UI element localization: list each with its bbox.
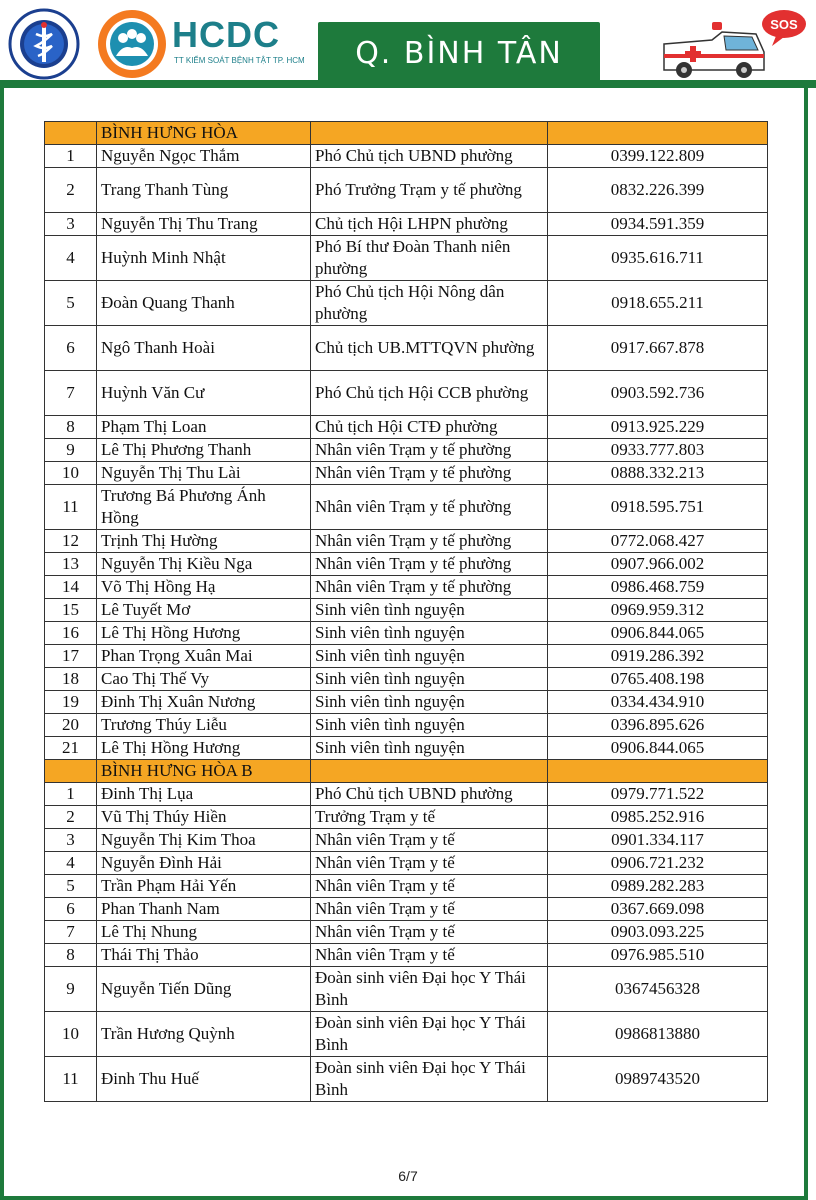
row-number: 3: [45, 213, 97, 236]
row-number: 10: [45, 1012, 97, 1057]
person-name: Lê Thị Phương Thanh: [97, 439, 311, 462]
phone-number: 0906.844.065: [548, 622, 768, 645]
person-role: Nhân viên Trạm y tế: [311, 875, 548, 898]
row-number: 20: [45, 714, 97, 737]
person-role: Trưởng Trạm y tế: [311, 806, 548, 829]
table-row: [45, 852, 768, 875]
person-role: Sinh viên tình nguyện: [311, 714, 548, 737]
row-number: 11: [45, 1057, 97, 1102]
person-name: Trương Bá Phương Ánh Hồng: [97, 485, 311, 530]
person-name: Trang Thanh Tùng: [97, 168, 311, 213]
person-name: Nguyễn Thị Kiều Nga: [97, 553, 311, 576]
phone-number: 0989.282.283: [548, 875, 768, 898]
person-role: Đoàn sinh viên Đại học Y Thái Bình: [311, 967, 548, 1012]
phone-number: 0334.434.910: [548, 691, 768, 714]
person-name: Nguyễn Tiến Dũng: [97, 967, 311, 1012]
ministry-of-health-logo: [8, 8, 80, 80]
table-row: [45, 783, 768, 806]
phone-number: 0367.669.098: [548, 898, 768, 921]
table-row: [45, 714, 768, 737]
person-role: Nhân viên Trạm y tế phường: [311, 439, 548, 462]
person-role: Sinh viên tình nguyện: [311, 599, 548, 622]
person-role: Đoàn sinh viên Đại học Y Thái Bình: [311, 1012, 548, 1057]
person-name: Phan Trọng Xuân Mai: [97, 645, 311, 668]
phone-number: 0985.252.916: [548, 806, 768, 829]
person-name: Lê Tuyết Mơ: [97, 599, 311, 622]
person-role: Sinh viên tình nguyện: [311, 737, 548, 760]
person-role: Phó Chủ tịch Hội CCB phường: [311, 371, 548, 416]
person-name: Nguyễn Ngọc Thắm: [97, 145, 311, 168]
phone-number: 0903.093.225: [548, 921, 768, 944]
row-number: 5: [45, 281, 97, 326]
section-header-row: [45, 122, 768, 145]
phone-number: 0918.595.751: [548, 485, 768, 530]
person-role: Phó Chủ tịch Hội Nông dân phường: [311, 281, 548, 326]
table-row: [45, 485, 768, 530]
section-title: BÌNH HƯNG HÒA B: [97, 760, 311, 783]
table-row: [45, 145, 768, 168]
phone-number: 0772.068.427: [548, 530, 768, 553]
district-title: Q. BÌNH TÂN: [318, 22, 600, 84]
person-name: Trần Hương Quỳnh: [97, 1012, 311, 1057]
ambulance-icon: [652, 6, 812, 82]
table-row: [45, 875, 768, 898]
section-title: BÌNH HƯNG HÒA: [97, 122, 311, 145]
phone-number: 0396.895.626: [548, 714, 768, 737]
person-name: Đinh Thu Huế: [97, 1057, 311, 1102]
person-name: Nguyễn Thị Thu Lài: [97, 462, 311, 485]
person-name: Lê Thị Hồng Hương: [97, 622, 311, 645]
row-number: 2: [45, 806, 97, 829]
person-role: Phó Bí thư Đoàn Thanh niên phường: [311, 236, 548, 281]
person-name: Đinh Thị Lụa: [97, 783, 311, 806]
phone-number: 0933.777.803: [548, 439, 768, 462]
table-row: [45, 553, 768, 576]
person-role: Phó Chủ tịch UBND phường: [311, 783, 548, 806]
contact-table: [44, 121, 768, 1102]
person-name: Nguyễn Đình Hải: [97, 852, 311, 875]
table-row: [45, 898, 768, 921]
person-role: Nhân viên Trạm y tế: [311, 944, 548, 967]
section-header-row: [45, 760, 768, 783]
row-number: 17: [45, 645, 97, 668]
phone-number: 0934.591.359: [548, 213, 768, 236]
phone-number: 0907.966.002: [548, 553, 768, 576]
person-name: Trần Phạm Hải Yến: [97, 875, 311, 898]
phone-number: 0913.925.229: [548, 416, 768, 439]
person-name: Lê Thị Nhung: [97, 921, 311, 944]
table-row: [45, 1057, 768, 1102]
table-row: [45, 1012, 768, 1057]
person-name: Ngô Thanh Hoài: [97, 326, 311, 371]
table-row: [45, 416, 768, 439]
table-row: [45, 439, 768, 462]
row-number: 8: [45, 416, 97, 439]
person-role: Nhân viên Trạm y tế: [311, 829, 548, 852]
table-row: [45, 168, 768, 213]
table-row: [45, 530, 768, 553]
brand-name: HCDC: [172, 14, 280, 55]
table-row: [45, 213, 768, 236]
phone-number: 0906.721.232: [548, 852, 768, 875]
hcdc-logo: [96, 8, 168, 80]
row-number: 9: [45, 439, 97, 462]
person-role: Nhân viên Trạm y tế phường: [311, 576, 548, 599]
section-header-blank: [311, 122, 548, 145]
row-number: 13: [45, 553, 97, 576]
phone-number: 0986.468.759: [548, 576, 768, 599]
phone-number: 0906.844.065: [548, 737, 768, 760]
row-number: 5: [45, 875, 97, 898]
phone-number: 0888.332.213: [548, 462, 768, 485]
table-row: [45, 236, 768, 281]
phone-number: 0399.122.809: [548, 145, 768, 168]
person-name: Huỳnh Minh Nhật: [97, 236, 311, 281]
person-role: Nhân viên Trạm y tế phường: [311, 462, 548, 485]
row-number: 10: [45, 462, 97, 485]
phone-number: 0969.959.312: [548, 599, 768, 622]
person-name: Đoàn Quang Thanh: [97, 281, 311, 326]
row-number: 18: [45, 668, 97, 691]
person-role: Nhân viên Trạm y tế: [311, 921, 548, 944]
person-role: Sinh viên tình nguyện: [311, 622, 548, 645]
table-row: [45, 371, 768, 416]
person-role: Nhân viên Trạm y tế: [311, 852, 548, 875]
table-row: [45, 622, 768, 645]
person-name: Nguyễn Thị Thu Trang: [97, 213, 311, 236]
person-role: Nhân viên Trạm y tế phường: [311, 553, 548, 576]
person-name: Cao Thị Thế Vy: [97, 668, 311, 691]
phone-number: 0986813880: [548, 1012, 768, 1057]
person-role: Sinh viên tình nguyện: [311, 668, 548, 691]
person-name: Đinh Thị Xuân Nương: [97, 691, 311, 714]
phone-number: 0367456328: [548, 967, 768, 1012]
phone-number: 0903.592.736: [548, 371, 768, 416]
row-number: 1: [45, 145, 97, 168]
row-number: 9: [45, 967, 97, 1012]
table-row: [45, 281, 768, 326]
table-row: [45, 645, 768, 668]
table-row: [45, 737, 768, 760]
row-number: 6: [45, 326, 97, 371]
person-role: Sinh viên tình nguyện: [311, 645, 548, 668]
phone-number: 0832.226.399: [548, 168, 768, 213]
person-name: Phan Thanh Nam: [97, 898, 311, 921]
person-name: Trịnh Thị Hường: [97, 530, 311, 553]
row-number: 4: [45, 852, 97, 875]
phone-number: 0901.334.117: [548, 829, 768, 852]
section-header-blank: [45, 760, 97, 783]
row-number: 12: [45, 530, 97, 553]
table-row: [45, 921, 768, 944]
row-number: 7: [45, 921, 97, 944]
table-row: [45, 806, 768, 829]
row-number: 16: [45, 622, 97, 645]
row-number: 2: [45, 168, 97, 213]
person-role: Phó Chủ tịch UBND phường: [311, 145, 548, 168]
sos-label: SOS: [770, 17, 798, 32]
row-number: 7: [45, 371, 97, 416]
person-name: Nguyễn Thị Kim Thoa: [97, 829, 311, 852]
table-row: [45, 668, 768, 691]
section-header-blank: [311, 760, 548, 783]
person-role: Đoàn sinh viên Đại học Y Thái Bình: [311, 1057, 548, 1102]
section-header-blank: [548, 122, 768, 145]
person-name: Võ Thị Hồng Hạ: [97, 576, 311, 599]
table-row: [45, 326, 768, 371]
table-row: [45, 462, 768, 485]
row-number: 4: [45, 236, 97, 281]
person-name: Phạm Thị Loan: [97, 416, 311, 439]
table-row: [45, 599, 768, 622]
person-role: Nhân viên Trạm y tế phường: [311, 485, 548, 530]
person-role: Phó Trưởng Trạm y tế phường: [311, 168, 548, 213]
person-role: Chủ tịch UB.MTTQVN phường: [311, 326, 548, 371]
person-role: Chủ tịch Hội LHPN phường: [311, 213, 548, 236]
person-role: Nhân viên Trạm y tế: [311, 898, 548, 921]
table-row: [45, 691, 768, 714]
row-number: 8: [45, 944, 97, 967]
section-header-blank: [548, 760, 768, 783]
row-number: 11: [45, 485, 97, 530]
row-number: 21: [45, 737, 97, 760]
section-header-blank: [45, 122, 97, 145]
row-number: 15: [45, 599, 97, 622]
person-role: Chủ tịch Hội CTĐ phường: [311, 416, 548, 439]
row-number: 14: [45, 576, 97, 599]
person-name: Lê Thị Hồng Hương: [97, 737, 311, 760]
table-row: [45, 944, 768, 967]
person-role: Nhân viên Trạm y tế phường: [311, 530, 548, 553]
phone-number: 0935.616.711: [548, 236, 768, 281]
page-number: 6/7: [398, 1168, 418, 1184]
phone-number: 0918.655.211: [548, 281, 768, 326]
row-number: 19: [45, 691, 97, 714]
person-role: Sinh viên tình nguyện: [311, 691, 548, 714]
brand-subtitle: TT KIỂM SOÁT BỆNH TẬT TP. HCM: [174, 56, 305, 65]
person-name: Vũ Thị Thúy Hiền: [97, 806, 311, 829]
phone-number: 0765.408.198: [548, 668, 768, 691]
phone-number: 0919.286.392: [548, 645, 768, 668]
phone-number: 0979.771.522: [548, 783, 768, 806]
person-name: Thái Thị Thảo: [97, 944, 311, 967]
phone-number: 0989743520: [548, 1057, 768, 1102]
table-row: [45, 967, 768, 1012]
person-name: Trương Thúy Liễu: [97, 714, 311, 737]
phone-number: 0976.985.510: [548, 944, 768, 967]
table-row: [45, 829, 768, 852]
phone-number: 0917.667.878: [548, 326, 768, 371]
table-row: [45, 576, 768, 599]
person-name: Huỳnh Văn Cư: [97, 371, 311, 416]
row-number: 6: [45, 898, 97, 921]
row-number: 1: [45, 783, 97, 806]
row-number: 3: [45, 829, 97, 852]
contact-table-body: [45, 122, 768, 1102]
